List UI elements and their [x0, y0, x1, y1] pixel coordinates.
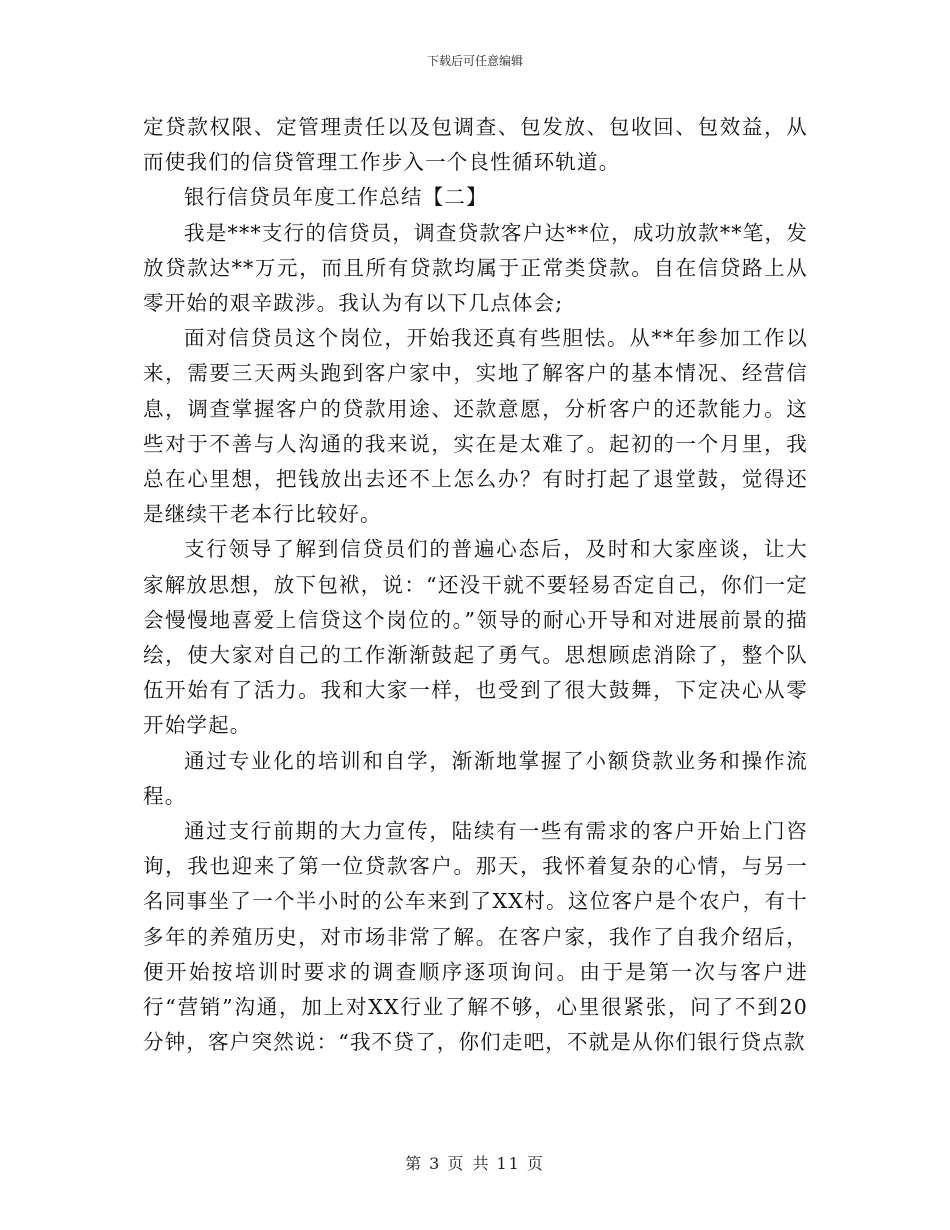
paragraph: 面对信贷员这个岗位，开始我还真有些胆怯。从**年参加工作以来，需要三天两头跑到客户家中，实地了解客户的基本情况、经营信息，调查掌握客户的贷款用途、还款意愿，分析客户的还款能力。这些对于不善与人沟通的我来说，实在是太难了。起初的一个月里，我总在心里想，把钱放出去还不上怎么办？有时打起了退堂鼓，觉得还是继续干老本行比较好。 — [143, 326, 808, 527]
footer-prefix: 第 — [405, 1154, 424, 1173]
document-body — [143, 110, 808, 1060]
footer-middle: 页 共 — [447, 1154, 491, 1173]
paragraph: 通过支行前期的大力宣传，陆续有一些有需求的客户开始上门咨询，我也迎来了第一位贷款客户。那天，我怀着复杂的心情，与另一名同事坐了一个半小时的公车来到了XX村。这位客户是个农户，有十多年的养殖历史，对市场非常了解。在客户家，我作了自我介绍后，便开始按培训时要求的调查顺序逐项询问。由于是第一次与客户进行“营销”沟通，加上对XX行业了解不够，心里很紧张，问了不到20分钟，客户突然说：“我不贷了，你们走吧，不就是从你们银行贷点款 — [143, 819, 808, 1055]
page-header — [0, 53, 950, 69]
footer-total-pages: 11 — [496, 1154, 521, 1173]
header-text: 下载后可任意编辑 — [426, 54, 523, 68]
paragraph: 通过专业化的培训和自学，渐渐地掌握了小额贷款业务和操作流程。 — [143, 748, 808, 808]
paragraph-continuation: 定贷款权限、定管理责任以及包调查、包发放、包收回、包效益，从而使我们的信贷管理工作步入一个良性循环轨道。 — [143, 115, 808, 175]
paragraph: 支行领导了解到信贷员们的普遍心态后，及时和大家座谈，让大家解放思想，放下包袱，说：“还没干就不要轻易否定自己，你们一定会慢慢地喜爱上信贷这个岗位的。”领导的耐心开导和对进展前景的描绘，使大家对自己的工作渐渐鼓起了勇气。思想顾虑消除了，整个队伍开始有了活力。我和大家一样，也受到了很大鼓舞，下定决心从零开始学起。 — [143, 537, 808, 738]
footer-suffix: 页 — [526, 1154, 545, 1173]
section-heading: 银行信贷员年度工作总结【二】 — [184, 185, 488, 210]
footer-page-number: 3 — [429, 1154, 442, 1173]
paragraph: 我是***支行的信贷员，调查贷款客户达**位，成功放款**笔，发放贷款达**万元，而且所有贷款均属于正常类贷款。自在信贷路上从零开始的艰辛跋涉。我认为有以下几点体会; — [143, 220, 808, 316]
page-footer — [0, 1154, 950, 1174]
